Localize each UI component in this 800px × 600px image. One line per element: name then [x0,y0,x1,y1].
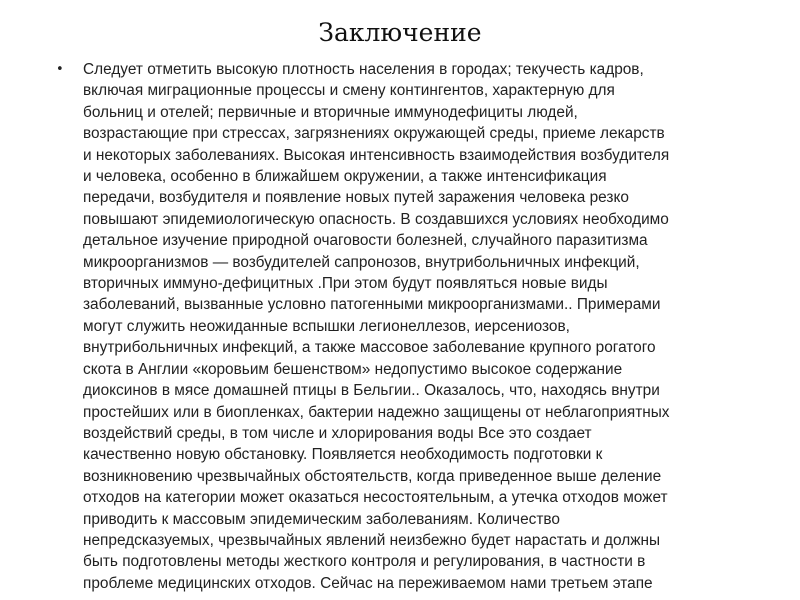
slide-title: Заключение [318,18,482,47]
bullet-body-text: Следует отметить высокую плотность населения в городах; текучесть кадров, включая миграционные процессы и смену контингентов, характерную для больниц и отелей; первичные и вторичные иммунодефициты людей, возрастающие при стрессах, загрязнениях окружающей среды, приеме лекарств и некоторых заболеваниях. Высокая интенсивность взаимодействия возбудителя и человека, особенно в ближайшем окружении, а также интенсификация передачи, возбудителя и появление новых путей заражения человека резко повышают эпидемиологическую опасность. В создавшихся условиях необходимо детальное изучение природной очаговости болезней, случайного паразитизма микроорганизмов — возбудителей сапронозов, внутрибольничных инфекций, вторичных иммуно-дефицитных .При этом будут появляться новые виды заболеваний, вызванные условно патогенными микроорганизмами.. Примерами могут служить неожиданные вспышки легионеллезов, иерсениозов, внутрибольничных инфекций, а также массовое заболевание крупного рогатого скота в Англии «коровьим бешенством» недопустимо высокое содержание диоксинов в мясе домашней птицы в Бельгии.. Оказалось, что, находясь внутри простейших или в биопленках, бактерии надежно защищены от неблагоприятных воздействий среды, в том числе и хлорирования воды Все это создает качественно новую обстановку. Появляется необходимость подготовки к возникновению чрезвычайных обстоятельств, когда приведенное выше деление отходов на категории может оказаться несостоятельным, а утечка отходов может приводить к массовым эпидемическим заболеваниям. Количество непредсказуемых, чрезвычайных явлений неизбежно будет нарастать и должны быть подготовлены методы жесткого контроля и регулирования, в частности в проблеме медицинских отходов. Сейчас на переживаемом нами третьем этапе [83,61,670,592]
bullet-dot-icon: • [56,62,64,77]
